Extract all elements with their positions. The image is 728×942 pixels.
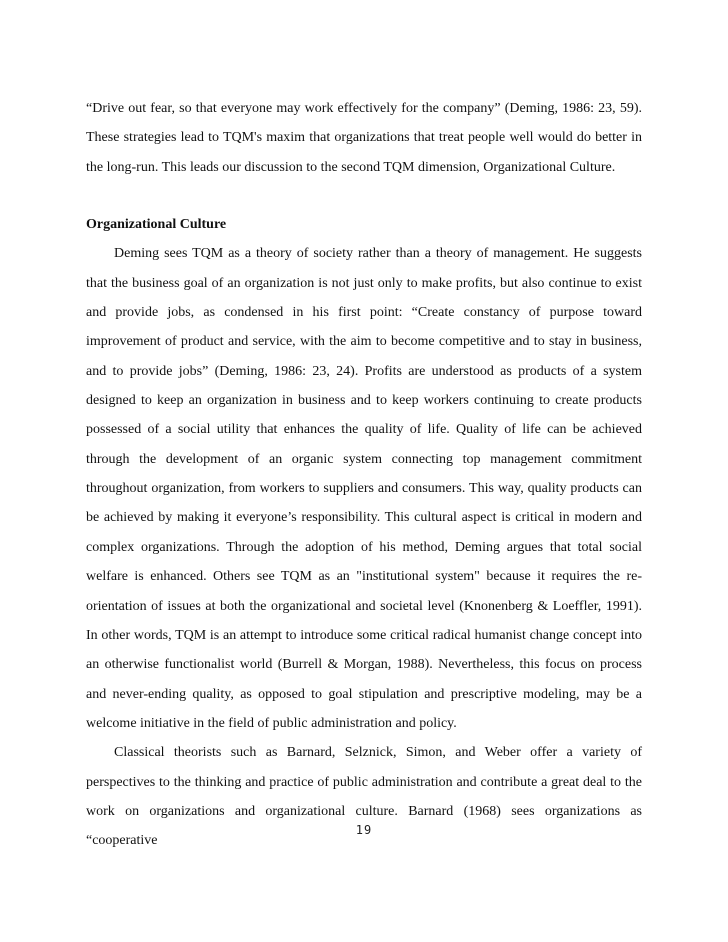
section-heading: Organizational Culture (86, 217, 227, 233)
page-number: 19 (355, 823, 373, 837)
section-spacer (86, 182, 642, 210)
body-paragraph-2: Classical theorists such as Barnard, Selznick, Simon, and Weber offer a variety of perspectives to the thinking and practice of public administration and contribute a great deal to the work on organizations and organizational culture. Barnard (1968) sees organizations as “cooperative (86, 745, 642, 849)
page-body (86, 94, 642, 856)
opening-paragraph: “Drive out fear, so that everyone may work effectively for the company” (Deming, 1986: 23, 59). These strategies lead to TQM's maxim that organizations that treat people well would do better in the long-run. This leads our discussion to the second TQM dimension, Organizational Culture. (86, 101, 642, 175)
body-paragraph-1: Deming sees TQM as a theory of society rather than a theory of management. He suggests that the business goal of an organization is not just only to make profits, but also continue to exist and provide jobs, as condensed in his first point: “Create constancy of purpose toward improvement of product and service, with the aim to become competitive and to stay in business, and to provide jobs” (Deming, 1986: 23, 24). Profits are understood as products of a system designed to keep an organization in business and to keep workers continuing to create products possessed of a social utility that enhances the quality of life. Quality of life can be achieved through the development of an organic system connecting top management commitment throughout organization, from workers to suppliers and consumers. This way, quality products can be achieved by making it everyone’s responsibility. This cultural aspect is critical in modern and complex organizations. Through the adoption of his method, Deming argues that total social welfare is enhanced. Others see TQM as an "institutional system" because it requires the re-orientation of issues at both the organizational and societal level (Knonenberg & Loeffler, 1991). In other words, TQM is an attempt to introduce some critical radical humanist change concept into an otherwise functionalist world (Burrell & Morgan, 1988). Nevertheless, this focus on process and never-ending quality, as opposed to goal stipulation and prescriptive modeling, may be a welcome initiative in the field of public administration and policy. (86, 246, 642, 731)
